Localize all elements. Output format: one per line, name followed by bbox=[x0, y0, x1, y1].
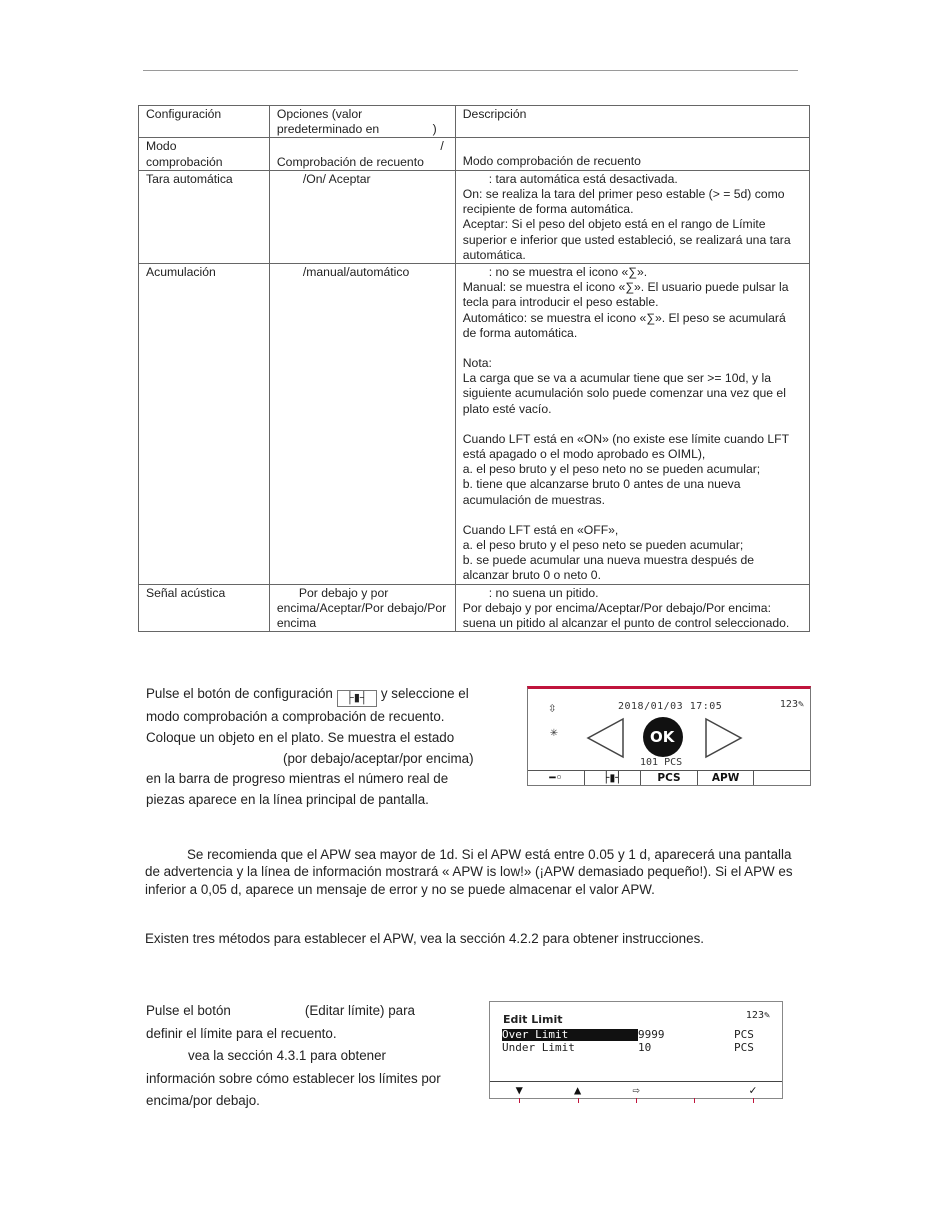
instruction-line bbox=[146, 684, 502, 707]
instruction-line: (por debajo/aceptar/por encima) bbox=[283, 750, 474, 766]
table-row bbox=[139, 170, 810, 263]
softkey-empty[interactable] bbox=[665, 1082, 723, 1098]
instruction-line: Coloque un objeto en el plato. Se muestra el estado bbox=[146, 729, 455, 745]
settings-table bbox=[138, 105, 810, 632]
description-cell bbox=[455, 170, 809, 263]
screen-title: Edit Limit bbox=[503, 1013, 563, 1026]
table-row bbox=[139, 264, 810, 585]
stability-icon: ⇳ bbox=[548, 700, 557, 716]
header-options-line1: Opciones (valor bbox=[276, 107, 363, 121]
softkey-empty[interactable] bbox=[754, 771, 810, 785]
header-options bbox=[269, 106, 455, 138]
spacer bbox=[463, 341, 802, 356]
instruction-line: en la barra de progreso mientras el número real de bbox=[146, 771, 449, 787]
apw-methods-text: Existen tres métodos para establecer el APW, vea la sección 4.2.2 para obtener instrucciones. bbox=[145, 931, 704, 946]
description-text: Nota: bbox=[462, 356, 492, 371]
description-text: a. el peso bruto y el peso neto no se pueden acumular; bbox=[462, 462, 761, 477]
unit-text: 123 bbox=[745, 1010, 764, 1021]
limit-unit: PCS bbox=[734, 1028, 754, 1041]
instruction-line: vea la sección 4.3.1 para obtener bbox=[188, 1048, 387, 1063]
edit-limit-instructions bbox=[146, 1000, 476, 1113]
balance-config-icon: ├▮┤ bbox=[603, 772, 622, 784]
softkey-pcs[interactable]: PCS bbox=[641, 771, 698, 785]
options-line1: Por debajo y por bbox=[298, 585, 389, 600]
limit-row-over[interactable] bbox=[502, 1029, 772, 1041]
description-text: Manual: se muestra el icono «∑». El usuario puede pulsar la tecla para introducir el peso estable. bbox=[462, 280, 789, 310]
checkmark-icon: ✓ bbox=[749, 1083, 757, 1097]
description-text: Modo comprobación de recuento bbox=[462, 154, 641, 169]
instruction-line: encima/por debajo. bbox=[146, 1093, 260, 1108]
table-row bbox=[139, 584, 810, 632]
edit-limit-screen bbox=[489, 1001, 783, 1099]
header-setting: Configuración bbox=[139, 106, 270, 138]
description-text: : no se muestra el icono «∑». bbox=[488, 265, 648, 280]
options-text: /manual/automático bbox=[302, 265, 410, 280]
table-header-row bbox=[139, 106, 810, 138]
header-rule bbox=[143, 70, 798, 71]
under-limit-arrow-icon bbox=[588, 719, 623, 757]
setting-cell bbox=[139, 138, 270, 170]
description-text: : no suena un pitido. bbox=[488, 585, 599, 600]
up-arrow-icon: ▲ bbox=[573, 1083, 582, 1097]
instruction-text: y seleccione el bbox=[380, 686, 469, 701]
over-limit-arrow-icon bbox=[706, 719, 741, 757]
options-line1: / bbox=[440, 139, 444, 154]
instruction-text: (Editar límite) para bbox=[304, 1003, 416, 1018]
pencil-icon: ✎ bbox=[797, 699, 804, 710]
description-cell bbox=[455, 584, 809, 632]
limit-value: 9999 bbox=[638, 1028, 665, 1041]
options-cell bbox=[269, 584, 455, 632]
spacer bbox=[463, 508, 802, 523]
softkey-down[interactable] bbox=[490, 1082, 548, 1098]
setting-cell: Señal acústica bbox=[139, 584, 270, 632]
softkey-enter[interactable] bbox=[607, 1082, 665, 1098]
description-cell bbox=[455, 264, 809, 585]
description-text: Automático: se muestra el icono «∑». El peso se acumulará de forma automática. bbox=[462, 310, 786, 340]
softkey-bar bbox=[528, 770, 810, 785]
limit-label: Under Limit bbox=[502, 1041, 575, 1054]
setting-line2: comprobación bbox=[146, 154, 223, 169]
setting-cell: Acumulación bbox=[139, 264, 270, 585]
options-cell bbox=[269, 170, 455, 263]
options-text: /On/ Aceptar bbox=[302, 171, 371, 186]
softkey-bar bbox=[490, 1081, 782, 1098]
unit-readout bbox=[746, 1010, 770, 1021]
header-description: Descripción bbox=[455, 106, 809, 138]
header-options-paren: ) bbox=[432, 122, 437, 137]
description-text: On: se realiza la tara del primer peso estable (> = 5d) como recipiente de forma automática. bbox=[462, 187, 785, 217]
wrench-icon: ━◦ bbox=[549, 772, 563, 784]
instruction-line: definir el límite para el recuento. bbox=[146, 1025, 337, 1041]
ok-label: OK bbox=[650, 728, 675, 746]
options-rest: encima/Aceptar/Por debajo/Por encima bbox=[276, 600, 447, 631]
description-text: Cuando LFT está en «ON» (no existe ese límite cuando LFT está apagado o el modo aprobado es OIML), bbox=[462, 431, 789, 462]
description-text: b. se puede acumular una nueva muestra después de alcanzar bruto 0 o neto 0. bbox=[462, 553, 755, 583]
softkey-up[interactable] bbox=[548, 1082, 606, 1098]
options-line2: Comprobación de recuento bbox=[276, 154, 424, 169]
checkweigh-instructions bbox=[146, 684, 502, 811]
instruction-text: Pulse el botón de configuración bbox=[146, 686, 333, 701]
count-readout: 101 PCS bbox=[640, 757, 683, 768]
softkey-config[interactable] bbox=[585, 771, 642, 785]
enter-icon: ⇨ bbox=[632, 1083, 640, 1097]
softkey-confirm[interactable] bbox=[724, 1082, 782, 1098]
down-arrow-icon: ▼ bbox=[515, 1083, 523, 1097]
instruction-line: modo comprobación a comprobación de recuento. bbox=[146, 709, 445, 724]
asterisk-icon: ✳ bbox=[550, 725, 558, 740]
limit-value: 10 bbox=[638, 1041, 652, 1054]
setting-line1: Modo bbox=[146, 139, 177, 154]
apw-note-text: Se recomienda que el APW sea mayor de 1d. Si el APW está entre 0.05 y 1 d, aparecerá una pantalla de advertencia y la línea de información mostrará « APW is low!» (¡APW demasiado pequeño!). Si el APW es inferior a 0,05 d, aparece un mensaje de error y no se puede almacenar el valor APW. bbox=[145, 847, 793, 897]
datetime-readout: 2018/01/03 17:05 bbox=[618, 701, 723, 712]
options-cell bbox=[269, 138, 455, 170]
description-text: Aceptar: Si el peso del objeto está en el rango de Límite superior e inferior que usted estableció, se realizará una tara automática. bbox=[462, 217, 791, 262]
description-text: b. tiene que alcanzarse bruto 0 antes de una nueva acumulación de muestras. bbox=[462, 477, 741, 507]
softkey-apw[interactable]: APW bbox=[698, 771, 755, 785]
balance-config-icon: ├▮┤ bbox=[337, 690, 377, 707]
limit-row-under[interactable] bbox=[502, 1042, 772, 1054]
description-text: a. el peso bruto y el peso neto se pueden acumular; bbox=[462, 538, 744, 553]
pencil-icon: ✎ bbox=[763, 1010, 770, 1021]
instruction-line: información sobre cómo establecer los límites por bbox=[146, 1070, 441, 1086]
header-options-line2: predeterminado en bbox=[276, 122, 380, 137]
description-cell bbox=[455, 138, 809, 170]
spacer bbox=[463, 139, 802, 154]
softkey-setup[interactable] bbox=[528, 771, 585, 785]
options-cell bbox=[269, 264, 455, 585]
instruction-line bbox=[146, 1000, 476, 1023]
setting-cell: Tara automática bbox=[139, 170, 270, 263]
table-row bbox=[139, 138, 810, 170]
instruction-text: Pulse el botón bbox=[146, 1003, 231, 1018]
instruction-line: piezas aparece en la línea principal de pantalla. bbox=[146, 792, 429, 808]
spacer bbox=[463, 417, 802, 432]
apw-note bbox=[145, 846, 805, 898]
description-text: Cuando LFT está en «OFF», bbox=[462, 522, 619, 537]
unit-text: 123 bbox=[779, 699, 798, 710]
description-text: Por debajo y por encima/Aceptar/Por debajo/Por encima: suena un pitido al alcanzar el punto de control seleccionado. bbox=[462, 600, 790, 631]
limit-label: Over Limit bbox=[502, 1029, 638, 1041]
description-text: La carga que se va a acumular tiene que ser >= 10d, y la siguiente acumulación solo puede comenzar una vez que el plato esté vacío. bbox=[462, 371, 786, 416]
description-text: : tara automática está desactivada. bbox=[488, 171, 678, 186]
count-screen bbox=[527, 686, 811, 786]
limit-unit: PCS bbox=[734, 1041, 754, 1054]
